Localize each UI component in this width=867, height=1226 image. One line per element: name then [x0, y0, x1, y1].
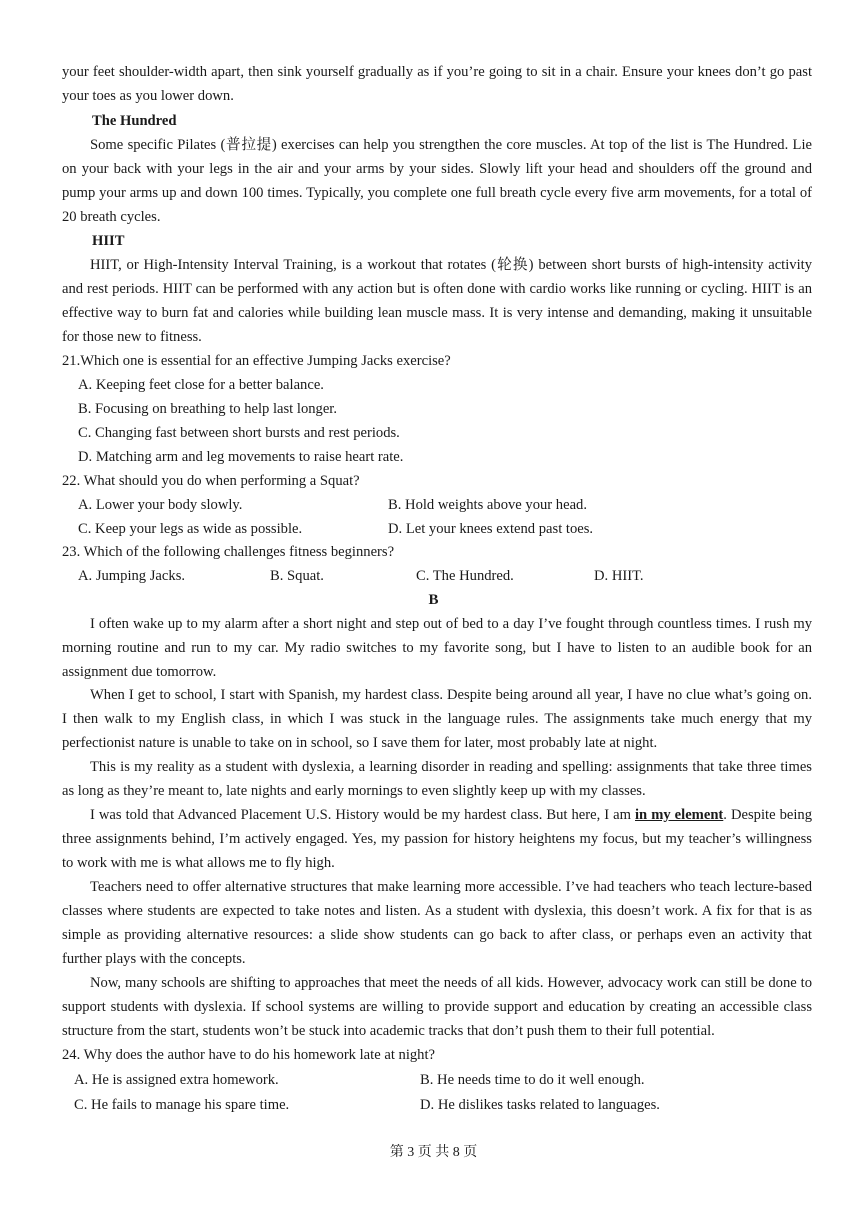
question-22-option-a: A. Lower your body slowly.: [78, 497, 243, 513]
question-23-option-d: D. HIIT.: [594, 568, 644, 584]
question-23-stem: 23. Which of the following challenges fitness beginners?: [62, 544, 395, 560]
question-24-stem: 24. Why does the author have to do his homework late at night?: [62, 1047, 436, 1063]
paragraph-4-text-before: I was told that Advanced Placement U.S. History would be my hardest class. But here, I am: [90, 807, 635, 823]
question-21-option-a: A. Keeping feet close for a better balance.: [78, 377, 324, 393]
question-22-option-b: B. Hold weights above your head.: [388, 497, 588, 513]
question-21-option-d: D. Matching arm and leg movements to raise heart rate.: [78, 449, 404, 465]
question-23-option-b: B. Squat.: [270, 568, 324, 584]
question-24-option-a: A. He is assigned extra homework.: [74, 1072, 279, 1088]
paragraph-4-text-after: . Despite being three assignments behind, I’m actively engaged. Yes, my passion for history heightens my focus, but my teacher’s willingness to work with me is what allows me to fly high.: [62, 807, 812, 872]
question-24-option-b: B. He needs time to do it well enough.: [420, 1072, 645, 1088]
question-22-option-d: D. Let your knees extend past toes.: [388, 521, 594, 537]
question-22-option-c: C. Keep your legs as wide as possible.: [78, 521, 303, 537]
page-number-footer: 第 3 页 共 8 页: [389, 1145, 478, 1160]
hiit-paragraph: HIIT, or High-Intensity Interval Training, is a workout that rotates (轮换) between short bursts of high-intensity activity and rest periods. HIIT can be performed with any action but is often done with cardio works like running or cycling. HIIT is an effective way to burn fat and calories while building lean muscle mass. It is very intense and demanding, making it unsuitable for those new to fitness.: [62, 257, 812, 346]
question-22-stem: 22. What should you do when performing a Squat?: [62, 473, 360, 489]
section-b-paragraph-6: Now, many schools are shifting to approaches that meet the needs of all kids. However, advocacy work can still be done to support students with dyslexia. If school systems are willing to provide support and education by creating an accessible class structure from the start, students won’t be stuck into academic tracks that don’t push them to their full potential.: [62, 975, 812, 1040]
section-b-paragraph-2: When I get to school, I start with Spanish, my hardest class. Despite being around all year, I have no clue what’s going on. I then walk to my English class, in which I was stuck in the language rules. The assignments take much energy that my perfectionist nature is unable to take on in school, so I save them for later, most probably late at night.: [62, 687, 812, 752]
hiit-heading: HIIT: [92, 233, 125, 249]
question-23-option-c: C. The Hundred.: [416, 568, 514, 584]
squat-paragraph-tail: your feet shoulder-width apart, then sink yourself gradually as if you’re going to sit in a chair. Ensure your knees don’t go past your toes as you lower down.: [62, 64, 812, 105]
question-21-option-c: C. Changing fast between short bursts and rest periods.: [78, 425, 400, 441]
question-21-option-b: B. Focusing on breathing to help last longer.: [78, 401, 338, 417]
section-b-heading: B: [428, 592, 439, 608]
question-21-stem: 21.Which one is essential for an effective Jumping Jacks exercise?: [62, 353, 451, 369]
section-b-paragraph-4: [62, 803, 812, 875]
section-b-paragraph-5: Teachers need to offer alternative structures that make learning more accessible. I’ve had teachers who teach lecture-based classes where students are expected to take notes and listen. As a student with dyslexia, this doesn’t work. A fix for that is as simple as providing alternative resources: a slide show students can go back to after class, or perhaps even an activity that further plays with the concepts.: [62, 879, 812, 968]
section-b-paragraph-1: I often wake up to my alarm after a short night and step out of bed to a day I’ve fought through countless times. I rush my morning routine and run to my car. My radio switches to my favorite song, but I have to listen to an audible book for an assignment due tomorrow.: [62, 616, 812, 681]
section-b-paragraph-3: This is my reality as a student with dyslexia, a learning disorder in reading and spelling: assignments that take three times as long as they’re meant to, late nights and early mornings to even slightly keep up with my classes.: [62, 759, 812, 800]
hundred-paragraph: Some specific Pilates (普拉提) exercises can help you strengthen the core muscles. At top of the list is The Hundred. Lie on your back with your legs in the air and your arms by your sides. Slowly lift your head and shoulders off the ground and pump your arms up and down 100 times. Typically, you complete one full breath cycle every five arm movements, for a total of 20 breath cycles.: [62, 137, 812, 226]
hundred-heading: The Hundred: [92, 113, 177, 129]
question-24-option-d: D. He dislikes tasks related to languages.: [420, 1097, 660, 1113]
question-24-option-c: C. He fails to manage his spare time.: [74, 1097, 290, 1113]
question-23-option-a: A. Jumping Jacks.: [78, 568, 186, 584]
underlined-phrase: in my element: [635, 807, 724, 823]
